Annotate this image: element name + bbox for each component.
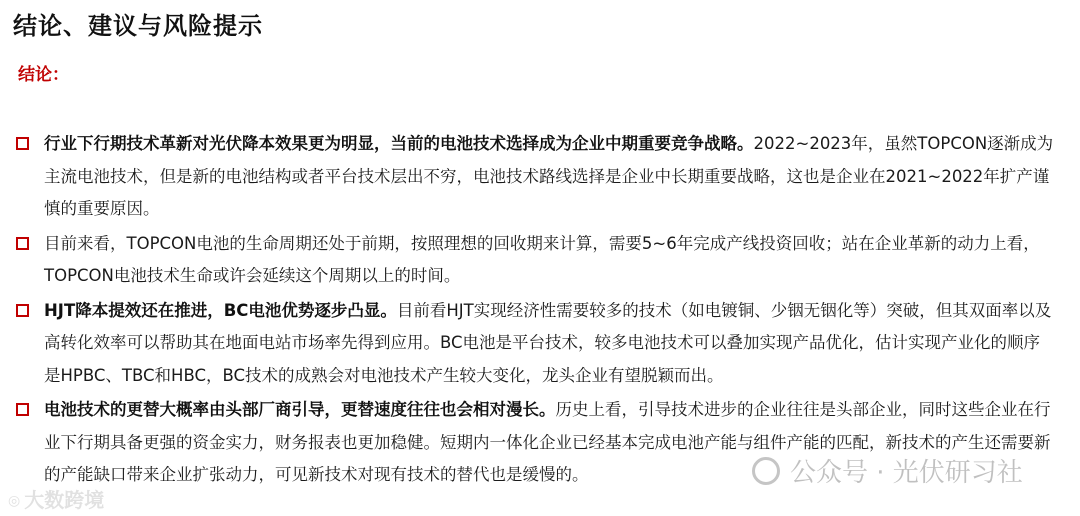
square-bullet-icon bbox=[16, 403, 29, 416]
conclusion-list bbox=[16, 128, 1056, 494]
watermark-right-text: 公众号 · 光伏研习社 bbox=[790, 458, 1023, 488]
bullet-text: 目前看HJT实现经济性需要较多的技术（如电镀铜、少铟无铟化等）突破，但其双面率以及高转化效率可以帮助其在地面电站市场率先得到应用。BC电池是平台技术，较多电池技术可以叠加实现产品优化，估计实现产业化的顺序是HPBC、TBC和HBC，BC技术的成熟会对电池技术产生较大变化，龙头企业有望脱颖而出。 bbox=[44, 300, 1052, 385]
bullet-text: 历史上看，引导技术进步的企业往往是头部企业，同时这些企业在行业下行期具备更强的资金实力，财务报表也更加稳健。短期内一体化企业已经基本完成电池产能与组件产能的匹配，新技术的产生还需要新的产能缺口带来企业扩张动力，可见新技术对现有技术的替代也是缓慢的。 bbox=[44, 400, 1051, 484]
bullet-text: 2022~2023年，虽然TOPCON逐渐成为主流电池技术，但是新的电池结构或者平台技术层出不穷，电池技术路线选择是企业中长期重要战略，这也是企业在2021~2022年扩产谨慎的重要原因。 bbox=[44, 134, 1054, 218]
page-title: 结论、建议与风险提示 bbox=[13, 12, 263, 40]
weibo-icon: ◎ bbox=[8, 493, 21, 509]
list-item bbox=[16, 228, 1056, 293]
bullet-heading: HJT降本提效还在推进，BC电池优势逐步凸显。 bbox=[44, 300, 397, 320]
square-bullet-icon bbox=[16, 237, 29, 250]
square-bullet-icon bbox=[16, 304, 29, 317]
list-item bbox=[16, 128, 1056, 226]
watermark-weibo bbox=[8, 484, 104, 513]
watermark-wechat bbox=[752, 452, 1023, 489]
bullet-text: 目前来看，TOPCON电池的生命周期还处于前期，按照理想的回收期来计算，需要5~6年完成产线投资回收；站在企业革新的动力上看，TOPCON电池技术生命或许会延续这个周期以上的时间。 bbox=[44, 233, 1040, 285]
bullet-heading: 电池技术的更替大概率由头部厂商引导，更替速度往往也会相对漫长。 bbox=[44, 400, 556, 419]
section-label: 结论： bbox=[18, 65, 69, 85]
bullet-heading: 行业下行期技术革新对光伏降本效果更为明显，当前的电池技术选择成为企业中期重要竞争战略。 bbox=[44, 134, 754, 153]
square-bullet-icon bbox=[16, 137, 29, 150]
wechat-icon bbox=[752, 457, 780, 485]
list-item bbox=[16, 295, 1056, 393]
watermark-left-text: 大数跨境 bbox=[24, 488, 105, 512]
